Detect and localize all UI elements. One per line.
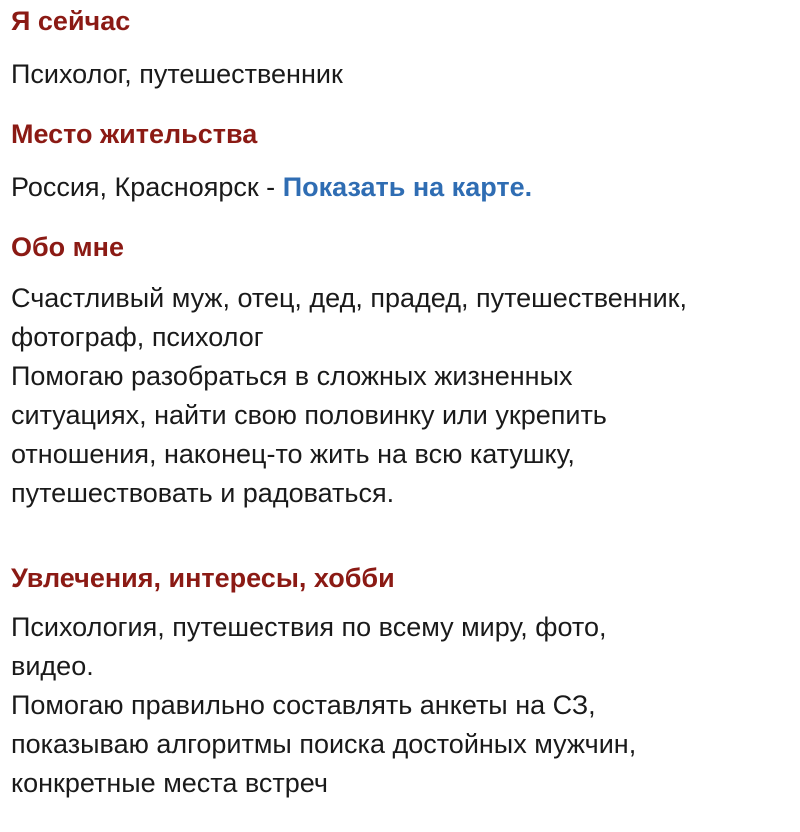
show-on-map-link[interactable]: Показать на карте. (282, 172, 533, 202)
about-line: путешествовать и радоваться. (11, 478, 395, 508)
hobbies-line: конкретные места встреч (11, 768, 328, 798)
occupation-text: Психолог, путешественник (11, 59, 343, 89)
hobbies-line: Психология, путешествия по всему миру, фото, (11, 612, 607, 642)
about-line: ситуациях, найти свою половинку или укрепить (11, 400, 607, 430)
section-title-now: Я сейчас (11, 6, 131, 36)
about-line: фотограф, психолог (11, 322, 264, 352)
hobbies-line: видео. (11, 651, 94, 681)
section-title-hobbies: Увлечения, интересы, хобби (11, 563, 395, 593)
about-text (11, 279, 687, 513)
section-title-about: Обо мне (11, 232, 124, 262)
hobbies-line: Помогаю правильно составлять анкеты на СЗ, (11, 690, 596, 720)
about-line: отношения, наконец-то жить на всю катушку, (11, 439, 575, 469)
hobbies-line: показываю алгоритмы поиска достойных мужчин, (11, 729, 637, 759)
about-line: Счастливый муж, отец, дед, прадед, путешественник, (11, 283, 687, 313)
residence-line (11, 168, 532, 207)
hobbies-text (11, 608, 636, 803)
section-title-residence: Место жительства (11, 119, 258, 149)
residence-text: Россия, Красноярск - (11, 172, 283, 202)
about-line: Помогаю разобраться в сложных жизненных (11, 361, 573, 391)
